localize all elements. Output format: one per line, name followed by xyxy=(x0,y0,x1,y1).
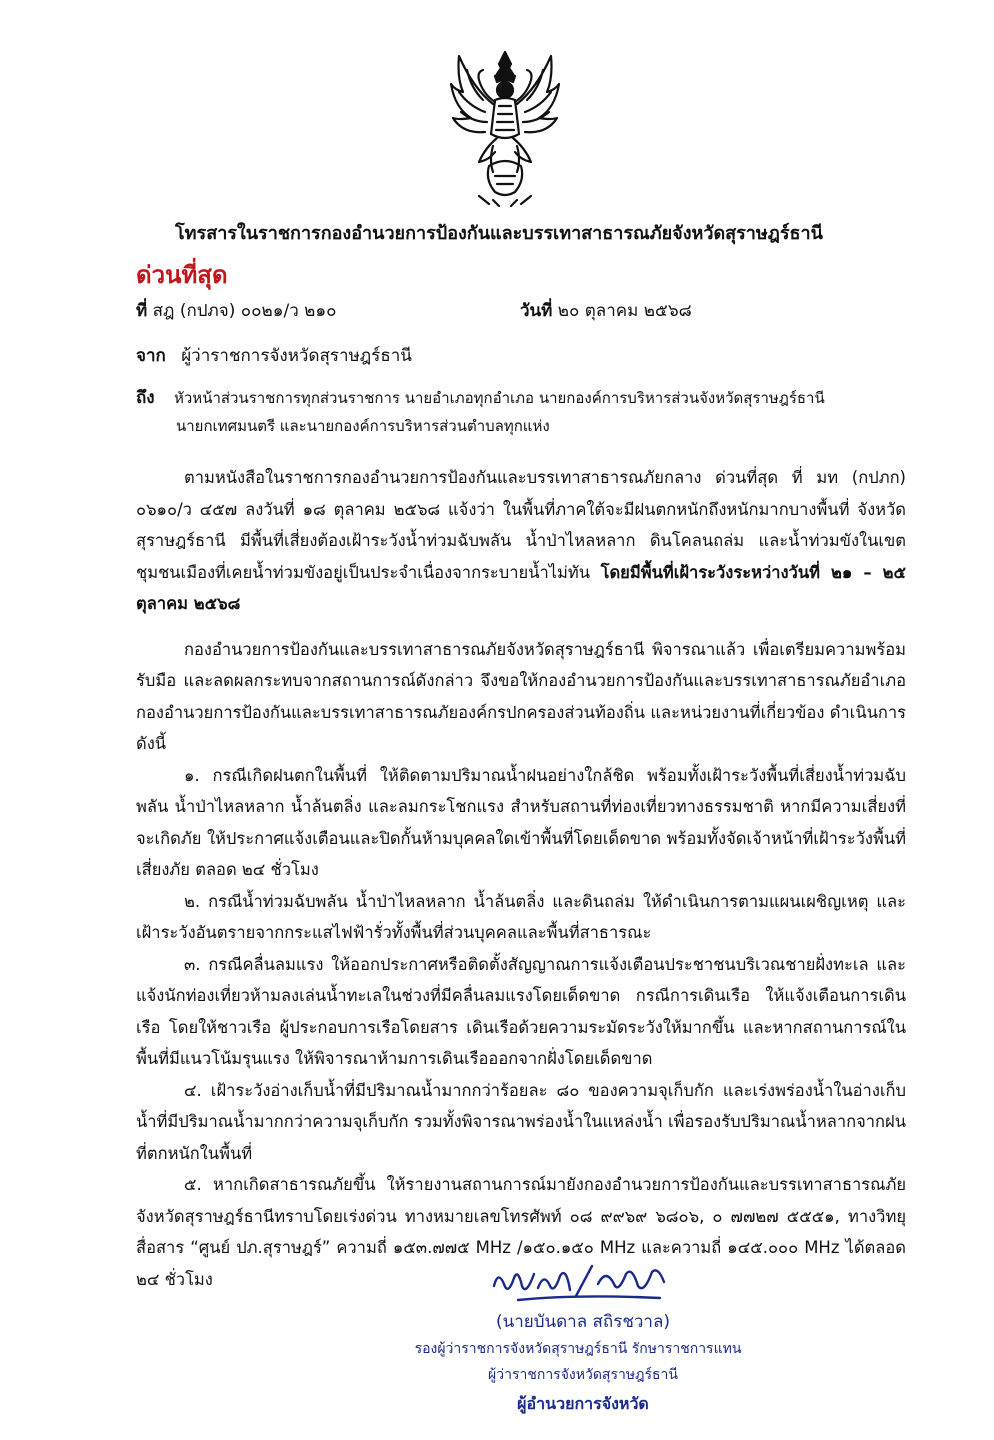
from-value: ผู้ว่าราชการจังหวัดสุราษฎร์ธานี xyxy=(181,346,412,366)
urgency-label: ด่วนที่สุด xyxy=(136,261,228,289)
to-value-line1: หัวหน้าส่วนราชการทุกส่วนราชการ นายอำเภอทุกอำเภอ นายกองค์การบริหารส่วนจังหวัดสุราษฎร์ธานี xyxy=(174,389,825,407)
to-label: ถึง xyxy=(136,388,155,408)
list-item: ๓. กรณีคลื่นลมแรง ให้ออกประกาศหรือติดตั้งสัญญาณการแจ้งเตือนประชาชนบริเวณชายฝั่งทะเล และแจ้งนักท่องเที่ยวห้ามลงเล่นน้ำทะเลในช่วงที่มีคลื่นลมแรงโดยเด็ดขาด กรณีการเดินเรือ ให้แจ้งเตือนการเดินเรือ โดยให้ชาวเรือ ผู้ประกอบการเรือโดยสาร เดินเรือด้วยความระมัดระวังให้มากขึ้น และหากสถานการณ์ในพื้นที่มีแนวโน้มรุนแรง ให้พิจารณาห้ามการเดินเรือออกจากฝั่งโดยเด็ดขาด xyxy=(136,954,906,1068)
letter-body xyxy=(136,462,906,1295)
paragraph-1-emphasis: โดยมีพื้นที่เฝ้าระวังระหว่างวันที่ ๒๑ – ๒๕ ตุลาคม ๒๕๖๘ xyxy=(136,562,906,613)
document-date xyxy=(520,297,692,324)
handwritten-signature xyxy=(488,1260,678,1304)
from-label: จาก xyxy=(136,346,166,366)
list-item: ๕. หากเกิดสาธารณภัยขึ้น ให้รายงานสถานการณ์มายังกองอำนวยการป้องกันและบรรเทาสาธารณภัยจังหวัดสุราษฎร์ธานีทราบโดยเร่งด่วน ทางหมายเลขโทรศัพท์ ๐๘ ๙๙๖๙ ๖๘๐๖, ๐ ๗๗๒๗ ๕๕๕๑, ทางวิทยุสื่อสาร “ศูนย์ ปภ.สุราษฎร์” ความถี่ ๑๕๓.๗๗๕ MHz /๑๕๐.๑๕๐ MHz และความถี่ ๑๔๕.๐๐๐ MHz ได้ตลอด ๒๔ ชั่วโมง xyxy=(136,1175,906,1289)
to-line xyxy=(136,384,825,411)
date-label: วันที่ xyxy=(520,301,553,321)
list-item: ๒. กรณีน้ำท่วมฉับพลัน น้ำป่าไหลหลาก น้ำล้นตลิ่ง และดินถล่ม ให้ดำเนินการตามแผนเผชิญเหตุ และเฝ้าระวังอันตรายจากกระแสไฟฟ้ารั่วทั้งพื้นที่ส่วนบุคคลและพื้นที่สาธารณะ xyxy=(136,891,906,942)
date-value: ๒๐ ตุลาคม ๒๕๖๘ xyxy=(557,301,692,321)
list-item: ๔. เฝ้าระวังอ่างเก็บน้ำที่มีปริมาณน้ำมากกว่าร้อยละ ๘๐ ของความจุเก็บกัก และเร่งพร่องน้ำในอ่างเก็บน้ำที่มีปริมาณน้ำมากกว่าความจุเก็บกัก รวมทั้งพิจารณาพร่องน้ำในแหล่งน้ำ เพื่อรองรับปริมาณน้ำหลากจากฝนที่ตกหนักในพื้นที่ xyxy=(136,1080,906,1163)
reference-value: สฎ (กปภจ) ๐๐๒๑/ว ๒๑๐ xyxy=(152,301,337,321)
signatory-position-acting: รองผู้ว่าราชการจังหวัดสุราษฎร์ธานี รักษาราชการแทน xyxy=(414,1341,742,1357)
paragraph-instruction: กองอำนวยการป้องกันและบรรเทาสาธารณภัยจังหวัดสุราษฎร์ธานี พิจารณาแล้ว เพื่อเตรียมความพร้อมรับมือ และลดผลกระทบจากสถานการณ์ดังกล่าว จึงขอให้กองอำนวยการป้องกันและบรรเทาสาธารณภัยอำเภอ กองอำนวยการป้องกันและบรรเทาสาธารณภัยองค์กรปกครองส่วนท้องถิ่น และหน่วยงานที่เกี่ยวข้อง ดำเนินการ ดังนี้ xyxy=(136,639,906,753)
list-item: ๑. กรณีเกิดฝนตกในพื้นที่ ให้ติดตามปริมาณน้ำฝนอย่างใกล้ชิด พร้อมทั้งเฝ้าระวังพื้นที่เสี่ยงน้ำท่วมฉับพลัน น้ำป่าไหลหลาก น้ำล้นตลิ่ง และลมกระโชกแรง สำหรับสถานที่ท่องเที่ยวทางธรรมชาติ หากมีความเสี่ยงที่จะเกิดภัย ให้ประกาศแจ้งเตือนและปิดกั้นห้ามบุคคลใดเข้าพื้นที่โดยเด็ดขาด พร้อมทั้งจัดเจ้าหน้าที่เฝ้าระวังพื้นที่เสี่ยงภัย ตลอด ๒๔ ชั่วโมง xyxy=(136,765,906,879)
signatory-name: (นายบันดาล สถิรชวาล) xyxy=(495,1312,671,1332)
reference-label: ที่ xyxy=(136,301,148,321)
document-heading: โทรสารในราชการกองอำนวยการป้องกันและบรรเทาสาธารณภัยจังหวัดสุราษฎร์ธานี xyxy=(175,223,823,244)
signatory-position-governor: ผู้ว่าราชการจังหวัดสุราษฎร์ธานี xyxy=(488,1367,678,1383)
garuda-emblem-icon xyxy=(449,48,561,208)
paragraph-1-text: ตามหนังสือในราชการกองอำนวยการป้องกันและบรรเทาสาธารณภัยกลาง ด่วนที่สุด ที่ มท (กปภก) ๐๖๑๐/ว ๔๕๗ ลงวันที่ ๑๘ ตุลาคม ๒๕๖๘ แจ้งว่า ในพื้นที่ภาคใต้จะมีฝนตกหนักถึงหนักมากบางพื้นที่ จังหวัดสุราษฎร์ธานี มีพื้นที่เสี่ยงต้องเฝ้าระวังน้ำท่วมฉับพลัน น้ำป่าไหลหลาก ดินโคลนถล่ม และน้ำท่วมขังในเขตชุมชนเมืองที่เคยน้ำท่วมขังอยู่เป็นประจำเนื่องจากระบายน้ำไม่ทัน xyxy=(136,468,906,582)
reference-number xyxy=(136,297,337,324)
paragraph-reference xyxy=(136,462,906,620)
to-value-line2: นายกเทศมนตรี และนายกองค์การบริหารส่วนตำบลทุกแห่ง xyxy=(176,417,550,435)
signatory-position-director: ผู้อำนวยการจังหวัด xyxy=(517,1394,649,1413)
from-line xyxy=(136,342,412,369)
